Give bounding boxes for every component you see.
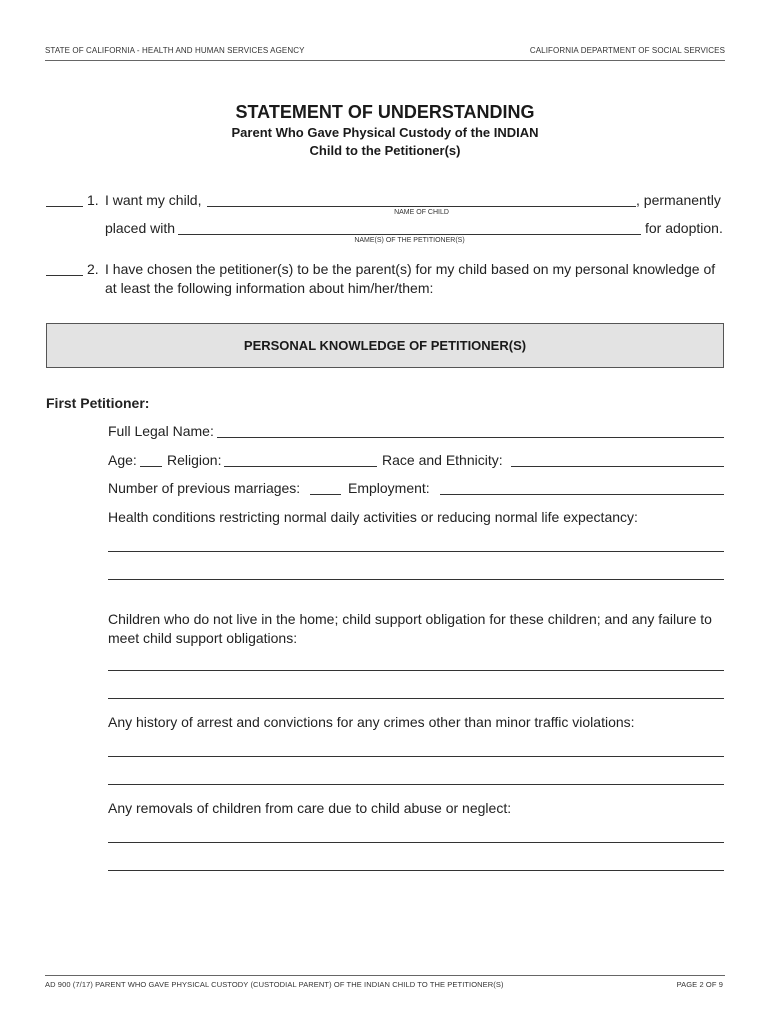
- form-title: STATEMENT OF UNDERSTANDING: [235, 102, 535, 122]
- full-legal-name-field[interactable]: [217, 437, 724, 438]
- item2-line2: at least the following information about him/her/them:: [105, 280, 434, 296]
- marriages-field[interactable]: [310, 494, 341, 495]
- children-label-line2: meet child support obligations:: [108, 630, 298, 646]
- arrests-label: Any history of arrest and convictions for any crimes other than minor traffic violations:: [108, 714, 635, 730]
- race-ethnicity-field[interactable]: [511, 466, 724, 467]
- first-petitioner-label: First Petitioner:: [46, 395, 150, 411]
- header-agency-left: STATE OF CALIFORNIA - HEALTH AND HUMAN SERVICES AGENCY: [45, 46, 305, 55]
- age-label: Age:: [108, 452, 137, 468]
- age-field[interactable]: [140, 466, 162, 467]
- footer-page-number: PAGE 2 OF 9: [676, 980, 723, 989]
- item2-check-blank[interactable]: [46, 275, 83, 276]
- marriages-label: Number of previous marriages:: [108, 480, 301, 496]
- caption-name-of-child: NAME OF CHILD: [394, 209, 449, 216]
- footer-rule: [45, 975, 725, 976]
- race-ethnicity-label: Race and Ethnicity:: [382, 452, 503, 468]
- item1-text-b: , permanently: [636, 192, 721, 208]
- form-subtitle-line1: Parent Who Gave Physical Custody of the INDIAN: [231, 125, 539, 140]
- children-field-line1[interactable]: [108, 670, 724, 671]
- header-agency-right: CALIFORNIA DEPARTMENT OF SOCIAL SERVICES: [529, 46, 725, 55]
- item1-text-c: placed with: [105, 220, 176, 236]
- full-legal-name-label: Full Legal Name:: [108, 423, 214, 439]
- item1-text-a: I want my child,: [105, 192, 202, 208]
- removals-field-line1[interactable]: [108, 842, 724, 843]
- header-rule: [45, 60, 725, 61]
- item2-number: 2.: [87, 261, 99, 277]
- employment-label: Employment:: [348, 480, 430, 496]
- item2-line1: I have chosen the petitioner(s) to be the parent(s) for my child based on my personal knowledge of: [105, 261, 716, 277]
- item1-check-blank[interactable]: [46, 206, 83, 207]
- section-header-title: PERSONAL KNOWLEDGE OF PETITIONER(S): [243, 338, 527, 353]
- form-subtitle-line2: Child to the Petitioner(s): [309, 143, 461, 158]
- item1-text-d: for adoption.: [645, 220, 723, 236]
- health-field-line2[interactable]: [108, 579, 724, 580]
- removals-field-line2[interactable]: [108, 870, 724, 871]
- children-label-line1: Children who do not live in the home; child support obligation for these children; and any failure to: [108, 611, 712, 627]
- health-label: Health conditions restricting normal daily activities or reducing normal life expectancy:: [108, 509, 638, 525]
- religion-field[interactable]: [224, 466, 377, 467]
- footer-form-id: AD 900 (7/17) PARENT WHO GAVE PHYSICAL CUSTODY (CUSTODIAL PARENT) OF THE INDIAN CHILD TO THE PETITIONER(S): [45, 980, 504, 989]
- employment-field[interactable]: [440, 494, 724, 495]
- child-name-field[interactable]: [207, 206, 636, 207]
- arrests-field-line2[interactable]: [108, 784, 724, 785]
- petitioners-name-field[interactable]: [178, 234, 641, 235]
- removals-label: Any removals of children from care due to child abuse or neglect:: [108, 800, 512, 816]
- children-field-line2[interactable]: [108, 698, 724, 699]
- item1-number: 1.: [87, 192, 99, 208]
- section-header-box: [46, 323, 724, 368]
- arrests-field-line1[interactable]: [108, 756, 724, 757]
- health-field-line1[interactable]: [108, 551, 724, 552]
- religion-label: Religion:: [167, 452, 222, 468]
- caption-names-of-petitioners: NAME(S) OF THE PETITIONER(S): [354, 237, 465, 244]
